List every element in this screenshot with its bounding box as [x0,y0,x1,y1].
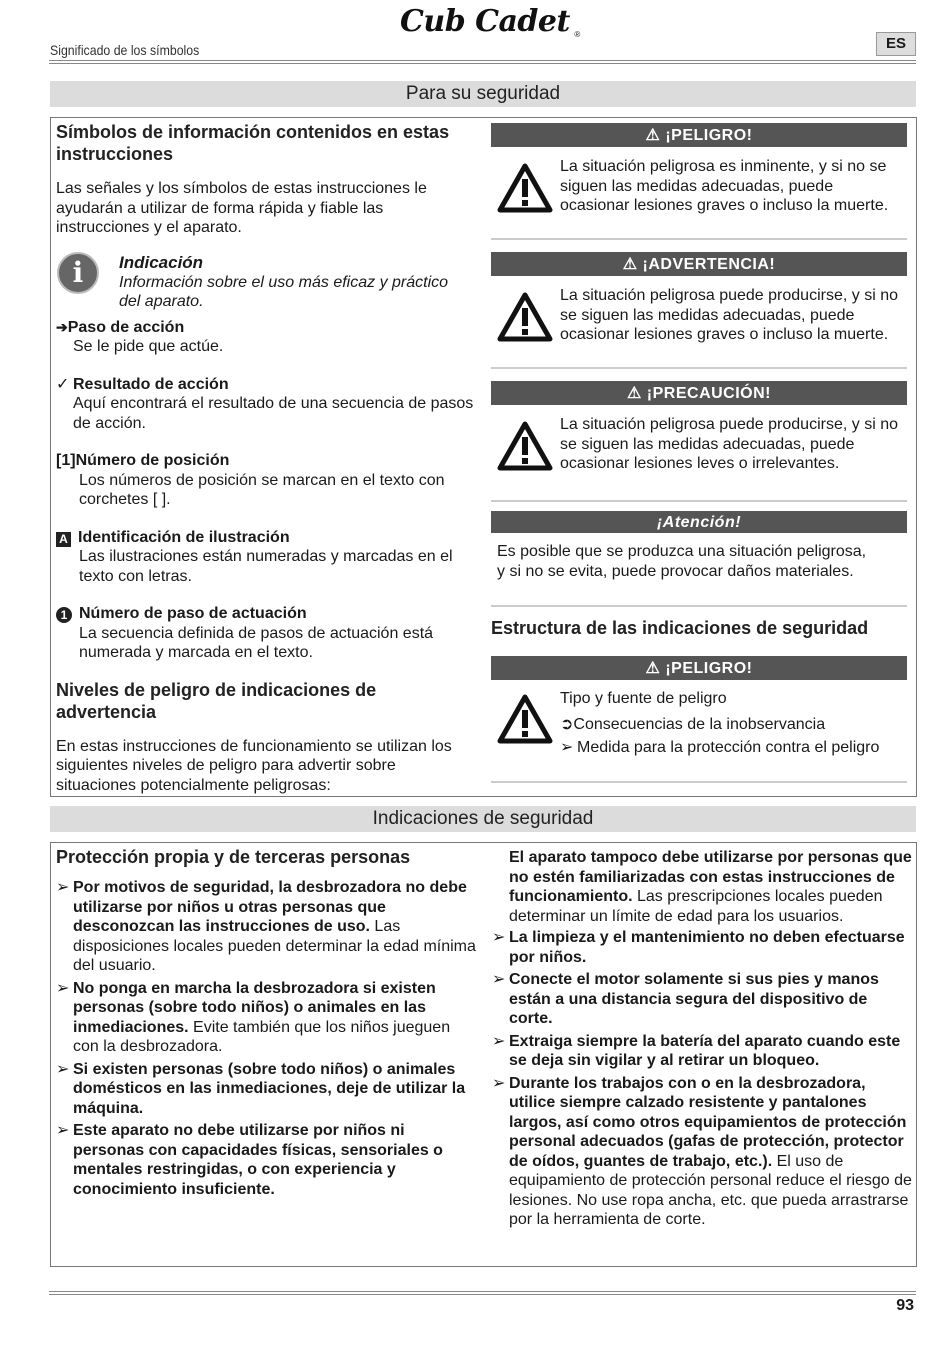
chevron-right-icon: ➢ [56,1122,70,1139]
bullet-bold-text: Este aparato no debe utilizarse por niños ni personas con capacidades físicas, sensoriales o mentales restringidas, o con experiencia y conocimiento insuficiente. [73,1122,443,1198]
warning-header [491,252,907,276]
warning-triangle-icon: ⚠ [645,660,661,677]
protection-right-list [492,928,912,1230]
checkmark-icon: ✓ [56,375,70,393]
attention-header [491,511,907,533]
example-block [491,656,907,783]
warning-text: La situación peligrosa puede producirse, y si no se siguen las medidas adecuadas, puede ocasionar lesiones graves o incluso la muerte. [560,287,898,343]
protection-heading: Protección propia y de terceras personas [56,847,411,867]
bullet-bold-text: Si existen personas (sobre todo niños) o animales domésticos en las inmediaciones, deje de utilizar la máquina. [73,1060,466,1117]
header-rule-2 [49,63,916,64]
bullet-normal-text: El uso de equipamiento de protección personal reduce el riesgo de lesiones. No use ropa ancha, etc. que pueda arrastrarse por la herramienta de corte. [509,1152,912,1228]
action-step-number-text: La secuencia definida de pasos de actuación está numerada y marcada en el texto. [79,624,434,661]
chevron-right-icon: ➢ [56,879,70,896]
warning-block [491,252,907,369]
illustration-id-text: Las ilustraciones están numeradas y marcadas en el texto con letras. [79,548,453,585]
bullet-item [492,1032,912,1071]
bullet-bold-text: Extraiga siempre la batería del aparato cuando este se deja sin vigilar y al retirar un bloqueo. [509,1032,901,1069]
danger-block [491,123,907,240]
bullet-bold-text: Conecte el motor solamente si sus pies y manos están a una distancia segura del dispositivo de corte. [509,971,879,1027]
header-rule [49,60,916,61]
protection-right-column [492,848,912,1233]
warning-triangle-icon [497,292,553,342]
illustration-id [56,528,476,587]
footer-rule [49,1291,916,1292]
hazard-levels-text: En estas instrucciones de funcionamiento se utilizan los siguientes niveles de peligro para advertir sobre situaciones potencialmente peligrosas: [56,737,452,794]
bullet-bold-text: No ponga en marcha la desbrozadora si existen personas (sobre todo niños) o animales en las inmediaciones. [73,979,436,1036]
illustration-id-title: Identificación de ilustración [78,528,290,546]
warning-triangle-icon [497,694,553,744]
warning-body [491,276,907,369]
chevron-right-icon: ➢ [560,739,574,756]
example-body [491,680,907,783]
section-title-safety: Para su seguridad [50,81,916,107]
attention-block [491,511,907,607]
warning-triangle-icon: ⚠ [622,256,638,273]
caution-header [491,381,907,405]
action-step-number-title: Número de paso de actuación [79,605,307,622]
bullet-item [56,979,476,1057]
bullet-normal-text: Las disposiciones locales pueden determinar la edad mínima del usuario. [73,918,476,974]
protection-right-continuation [492,848,912,926]
danger-text: La situación peligrosa es inminente, y si no se siguen las medidas adecuadas, puede ocasionar lesiones graves o incluso la muerte. [560,158,889,214]
example-measure-text: Medida para la protección contra el peligro [577,739,880,756]
attention-body [491,533,907,607]
bullet-item [492,1074,912,1230]
action-step-text: Se le pide que actúe. [73,338,224,355]
brand-logo [400,4,590,40]
danger-header [491,123,907,147]
bullet-bold-text: La limpieza y el mantenimiento no deben efectuarse por niños. [509,929,905,966]
chevron-right-icon: ➢ [492,1032,506,1050]
registered-mark-icon: ® [574,30,581,39]
action-step-number [56,604,476,663]
chevron-right-icon: ➢ [56,979,70,997]
caution-label: ¡PRECAUCIÓN! [646,385,771,402]
warning-triangle-icon [497,421,553,471]
bullet-item [56,1121,476,1199]
danger-body [491,147,907,240]
circled-arrow-icon: ➲ [560,716,574,733]
example-measure [560,738,900,758]
section-title-safety-instructions: Indicaciones de seguridad [50,806,916,832]
continuation-normal: Las prescripciones locales pueden determinar un límite de edad para los usuarios. [509,888,883,925]
hazard-levels-heading: Niveles de peligro de indicaciones de advertencia [56,679,377,722]
bullet-bold-text: Por motivos de seguridad, la desbrozadora no debe utilizarse por niños u otras personas que desconozcan las instrucciones de uso. [73,879,467,935]
running-header-title: Significado de los símbolos [50,42,200,58]
footer-rule-2 [49,1294,916,1295]
symbols-intro: Las señales y los símbolos de estas instrucciones le ayudarán a utilizar de forma rápida y fiable las instrucciones y el aparato. [56,180,427,236]
example-consequences-text: Consecuencias de la inobservancia [573,716,826,733]
example-header [491,656,907,680]
bullet-item [56,878,476,976]
structure-heading: Estructura de las indicaciones de seguridad [491,618,869,638]
arrow-right-icon: ➔ [56,318,68,335]
chevron-right-icon: ➢ [492,1074,506,1092]
bullet-bold-text: Durante los trabajos con o en la desbrozadora, utilice siempre calzado resistente y pantalones largos, así como otros equipamientos de protección personal adecuados (gafas de protección, protector de oídos, guantes de trabajo, etc.). [509,1074,907,1170]
chevron-right-icon: ➢ [492,971,506,988]
continuation-bold: El aparato tampoco debe utilizarse por personas que no estén familiarizadas con estas instrucciones de funcionamiento. [509,849,912,905]
example-consequences [560,715,825,735]
language-badge: ES [876,32,916,56]
protection-left-column [56,846,476,1202]
caution-block [491,381,907,502]
chevron-right-icon: ➢ [492,929,506,946]
position-number [56,451,476,510]
action-step-title: Paso de acción [67,318,185,336]
page-number: 93 [896,1297,914,1314]
action-result-text: Aquí encontrará el resultado de una secuencia de pasos de acción. [73,395,474,432]
position-number-title: Número de posición [75,452,230,469]
chevron-right-icon: ➢ [56,1060,70,1078]
symbols-heading: Símbolos de información contenidos en estas instrucciones [56,122,450,164]
danger-label: ¡PELIGRO! [665,127,753,144]
info-note [56,248,476,310]
symbols-column [56,121,476,795]
example-label: ¡PELIGRO! [665,660,753,677]
letter-a-icon: A [56,532,71,547]
protection-left-list [56,878,476,1199]
number-one-icon: 1 [56,607,72,623]
info-icon: i [57,252,99,294]
example-hazard-type: Tipo y fuente de peligro [560,690,727,707]
action-result [56,375,476,434]
attention-text: Es posible que se produzca una situación peligrosa, y si no se evita, puede provocar daños materiales. [497,543,867,580]
position-number-text: Los números de posición se marcan en el texto con corchetes [ ]. [79,471,445,508]
caution-body [491,405,907,502]
bullet-item [492,928,912,967]
info-title: Indicación [119,252,204,272]
bullet-item [56,1060,476,1119]
position-bracket-symbol: [1] [56,452,76,469]
bullet-item [492,970,912,1029]
warning-triangle-icon [497,163,553,213]
action-step [56,318,476,357]
caution-text: La situación peligrosa puede producirse, y si no se siguen las medidas adecuadas, puede ocasionar lesiones leves o irrelevantes. [560,416,898,472]
warning-triangle-icon: ⚠ [626,385,642,402]
brand-logo-text: Cub Cadet [400,4,570,39]
action-result-title: Resultado de acción [73,375,229,393]
warning-label: ¡ADVERTENCIA! [642,256,776,273]
attention-label: ¡Atención! [656,514,742,531]
bullet-normal-text: Evite también que los niños jueguen con la desbrozadora. [73,1018,451,1055]
warning-triangle-icon: ⚠ [645,127,661,144]
info-text: Información sobre el uso más eficaz y práctico del aparato. [119,273,449,310]
